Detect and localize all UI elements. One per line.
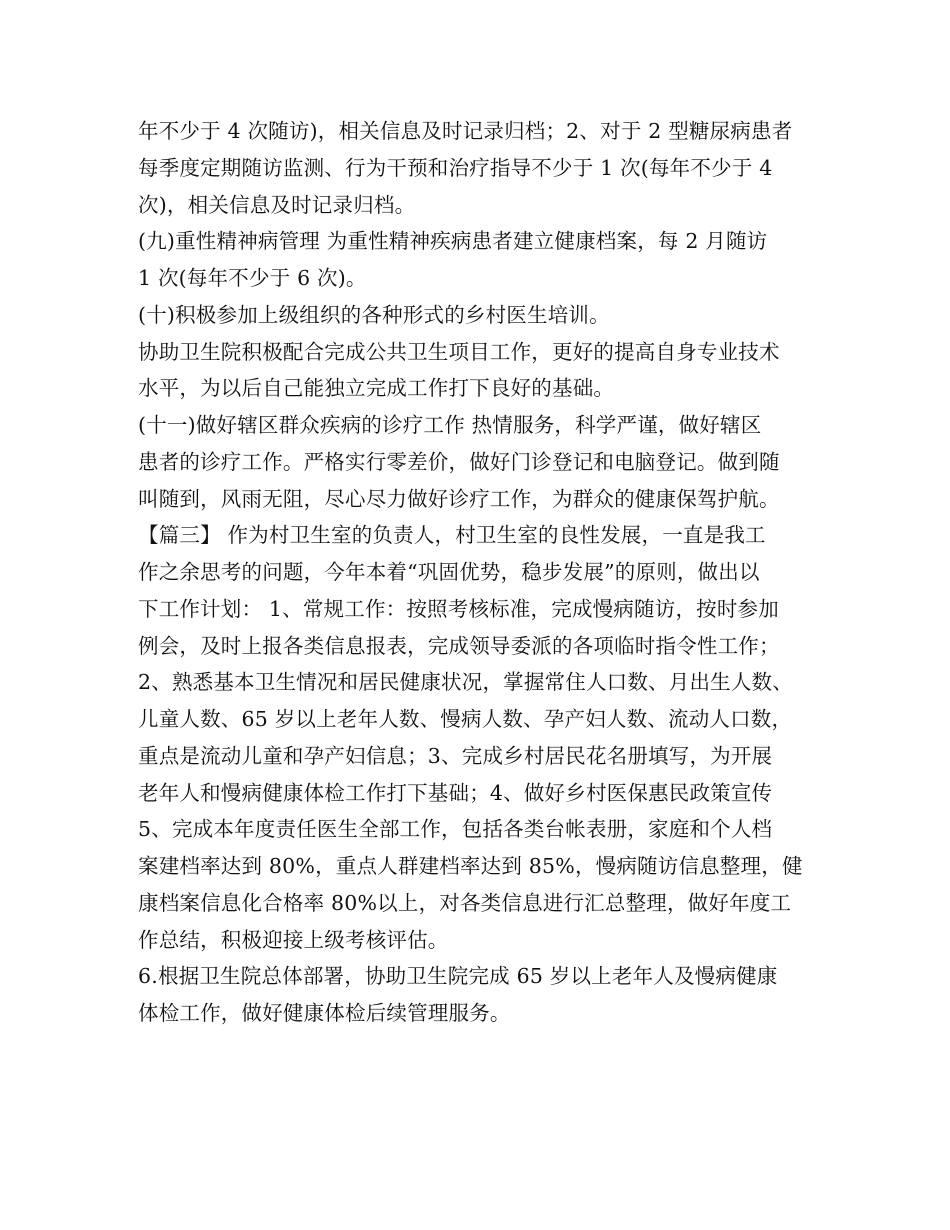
text-line: 例会，及时上报各类信息报表，完成领导委派的各项临时指令性工作； (138, 633, 780, 658)
text-line: 案建档率达到 80%，重点人群建档率达到 85%，慢病随访信息整理，健 (138, 854, 803, 878)
text-line: (九)重性精神病管理 为重性精神疾病患者建立健康档案，每 2 月随访 (138, 229, 768, 254)
text-line: 每季度定期随访监测、行为干预和治疗指导不少于 1 次(每年不少于 4 (138, 155, 773, 180)
text-line: 1 次(每年不少于 6 次)。 (138, 266, 367, 290)
text-line: 2、熟悉基本卫生情况和居民健康状况，掌握常住人口数、月出生人数、 (138, 670, 793, 695)
text-line: 作之余思考的问题，今年本着“巩固优势，稳步发展”的原则，做出以 (138, 560, 760, 584)
text-line: 老年人和慢病健康体检工作打下基础；4、做好乡村医保惠民政策宣传 (138, 780, 773, 805)
text-line: 下工作计划： 1、常规工作：按照考核标准，完成慢病随访，按时参加 (138, 596, 779, 621)
text-line: 叫随到，风雨无阻，尽心尽力做好诊疗工作，为群众的健康保驾护航。 (138, 486, 780, 511)
text-line: 5、完成本年度责任医生全部工作，包括各类台帐表册，家庭和个人档 (138, 817, 773, 842)
text-line: 水平，为以后自己能独立完成工作打下良好的基础。 (138, 376, 615, 401)
text-line: (十一)做好辖区群众疾病的诊疗工作 热情服务，科学严谨，做好辖区 (138, 413, 762, 437)
text-line: 作总结，积极迎接上级考核评估。 (138, 927, 449, 952)
text-line: 协助卫生院积极配合完成公共卫生项目工作，更好的提高自身专业技术 (138, 339, 780, 364)
text-line: 次)，相关信息及时记录归档。 (138, 192, 416, 217)
text-line: 患者的诊疗工作。严格实行零差价，做好门诊登记和电脑登记。做到随 (138, 449, 780, 474)
text-line: (十)积极参加上级组织的各种形式的乡村医生培训。 (138, 302, 610, 327)
text-line: 6.根据卫生院总体部署，协助卫生院完成 65 岁以上老年人及慢病健康 (138, 964, 778, 989)
text-line: 康档案信息化合格率 80%以上，对各类信息进行汇总整理，做好年度工 (138, 890, 792, 915)
text-line: 年不少于 4 次随访)，相关信息及时记录归档；2、对于 2 型糖尿病患者 (138, 119, 793, 143)
document-body (138, 113, 838, 1032)
text-line: 儿童人数、65 岁以上老年人数、慢病人数、孕产妇人数、流动人口数， (138, 707, 793, 731)
text-line: 体检工作，做好健康体检后续管理服务。 (138, 1001, 511, 1025)
text-line: 重点是流动儿童和孕产妇信息；3、完成乡村居民花名册填写，为开展 (138, 743, 773, 768)
text-line: 【篇三】 作为村卫生室的负责人，村卫生室的良性发展，一直是我工 (138, 523, 766, 548)
